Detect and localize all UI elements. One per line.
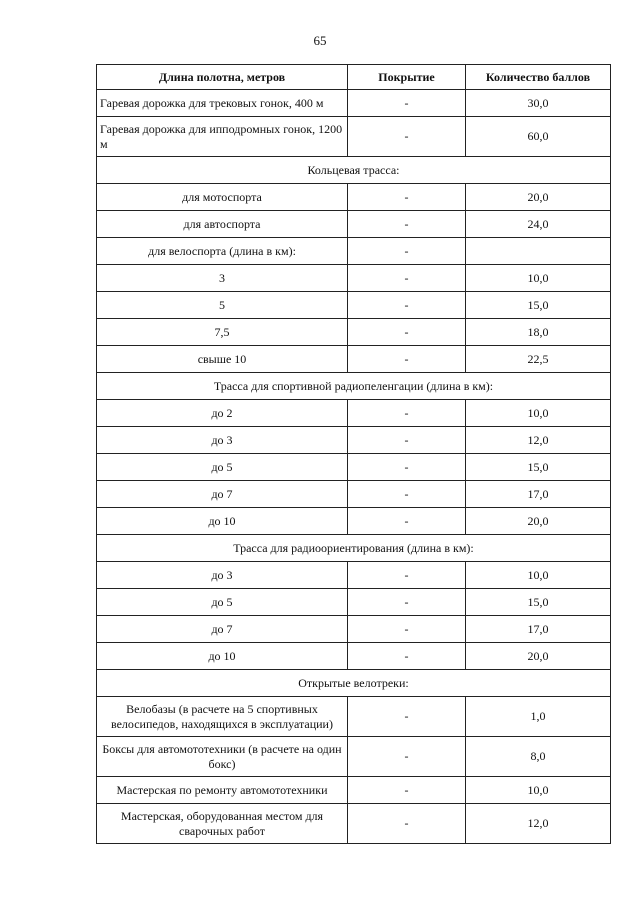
table-row xyxy=(97,238,611,265)
sports-facility-points-table xyxy=(96,64,611,844)
row-name: до 7 xyxy=(97,481,348,508)
row-cover: - xyxy=(348,481,466,508)
row-cover: - xyxy=(348,616,466,643)
row-cover: - xyxy=(348,562,466,589)
row-name: Гаревая дорожка для ипподромных гонок, 1200 м xyxy=(97,117,348,157)
table-row xyxy=(97,454,611,481)
row-points: 20,0 xyxy=(466,643,611,670)
row-points: 30,0 xyxy=(466,90,611,117)
row-cover: - xyxy=(348,238,466,265)
row-cover: - xyxy=(348,508,466,535)
row-cover: - xyxy=(348,427,466,454)
section-title: Кольцевая трасса: xyxy=(97,157,611,184)
row-name: Велобазы (в расчете на 5 спортивных велосипедов, находящихся в эксплуатации) xyxy=(97,697,348,737)
row-name: до 10 xyxy=(97,508,348,535)
header-length: Длина полотна, метров xyxy=(97,65,348,90)
header-cover: Покрытие xyxy=(348,65,466,90)
row-name: до 3 xyxy=(97,562,348,589)
row-name: для автоспорта xyxy=(97,211,348,238)
row-cover: - xyxy=(348,292,466,319)
table-header-row xyxy=(97,65,611,90)
row-name: до 2 xyxy=(97,400,348,427)
row-cover: - xyxy=(348,777,466,804)
table-row xyxy=(97,90,611,117)
section-title: Трасса для спортивной радиопеленгации (длина в км): xyxy=(97,373,611,400)
table-row xyxy=(97,589,611,616)
section-title: Открытые велотреки: xyxy=(97,670,611,697)
row-cover: - xyxy=(348,400,466,427)
row-cover: - xyxy=(348,184,466,211)
row-name: до 7 xyxy=(97,616,348,643)
row-points: 10,0 xyxy=(466,777,611,804)
row-points: 15,0 xyxy=(466,454,611,481)
row-points: 15,0 xyxy=(466,589,611,616)
table-row xyxy=(97,508,611,535)
row-points: 17,0 xyxy=(466,481,611,508)
row-points: 15,0 xyxy=(466,292,611,319)
table-row xyxy=(97,319,611,346)
row-name: для мотоспорта xyxy=(97,184,348,211)
table-row xyxy=(97,184,611,211)
row-points xyxy=(466,238,611,265)
row-points: 20,0 xyxy=(466,184,611,211)
table-row xyxy=(97,346,611,373)
row-name: Гаревая дорожка для трековых гонок, 400 м xyxy=(97,90,348,117)
row-name: свыше 10 xyxy=(97,346,348,373)
row-points: 12,0 xyxy=(466,804,611,844)
table-row xyxy=(97,400,611,427)
row-name: Мастерская по ремонту автомототехники xyxy=(97,777,348,804)
section-title: Трасса для радиоориентирования (длина в км): xyxy=(97,535,611,562)
table-body xyxy=(97,90,611,844)
row-points: 22,5 xyxy=(466,346,611,373)
table-row xyxy=(97,117,611,157)
row-name: до 5 xyxy=(97,454,348,481)
page-number: 65 xyxy=(313,33,327,48)
table-row xyxy=(97,697,611,737)
row-cover: - xyxy=(348,90,466,117)
row-points: 12,0 xyxy=(466,427,611,454)
table-row xyxy=(97,265,611,292)
row-cover: - xyxy=(348,319,466,346)
row-cover: - xyxy=(348,737,466,777)
table-section-row xyxy=(97,535,611,562)
row-points: 60,0 xyxy=(466,117,611,157)
row-cover: - xyxy=(348,454,466,481)
table-section-row xyxy=(97,157,611,184)
row-name: 7,5 xyxy=(97,319,348,346)
row-name: Мастерская, оборудованная местом для сварочных работ xyxy=(97,804,348,844)
table-row xyxy=(97,804,611,844)
table-row xyxy=(97,777,611,804)
row-points: 18,0 xyxy=(466,319,611,346)
row-points: 1,0 xyxy=(466,697,611,737)
table-row xyxy=(97,211,611,238)
row-cover: - xyxy=(348,117,466,157)
row-cover: - xyxy=(348,211,466,238)
table-row xyxy=(97,427,611,454)
row-name: до 3 xyxy=(97,427,348,454)
row-cover: - xyxy=(348,643,466,670)
row-name: для велоспорта (длина в км): xyxy=(97,238,348,265)
table-row xyxy=(97,737,611,777)
header-points: Количество баллов xyxy=(466,65,611,90)
row-points: 10,0 xyxy=(466,562,611,589)
row-points: 20,0 xyxy=(466,508,611,535)
row-points: 24,0 xyxy=(466,211,611,238)
row-points: 17,0 xyxy=(466,616,611,643)
row-cover: - xyxy=(348,589,466,616)
table-row xyxy=(97,643,611,670)
table-row xyxy=(97,616,611,643)
row-name: 3 xyxy=(97,265,348,292)
table-section-row xyxy=(97,670,611,697)
row-points: 10,0 xyxy=(466,400,611,427)
row-cover: - xyxy=(348,697,466,737)
row-name: 5 xyxy=(97,292,348,319)
row-cover: - xyxy=(348,804,466,844)
row-points: 8,0 xyxy=(466,737,611,777)
row-name: до 5 xyxy=(97,589,348,616)
table-row xyxy=(97,481,611,508)
table-section-row xyxy=(97,373,611,400)
table-row xyxy=(97,562,611,589)
row-name: Боксы для автомототехники (в расчете на один бокс) xyxy=(97,737,348,777)
row-points: 10,0 xyxy=(466,265,611,292)
row-name: до 10 xyxy=(97,643,348,670)
table-row xyxy=(97,292,611,319)
row-cover: - xyxy=(348,265,466,292)
row-cover: - xyxy=(348,346,466,373)
